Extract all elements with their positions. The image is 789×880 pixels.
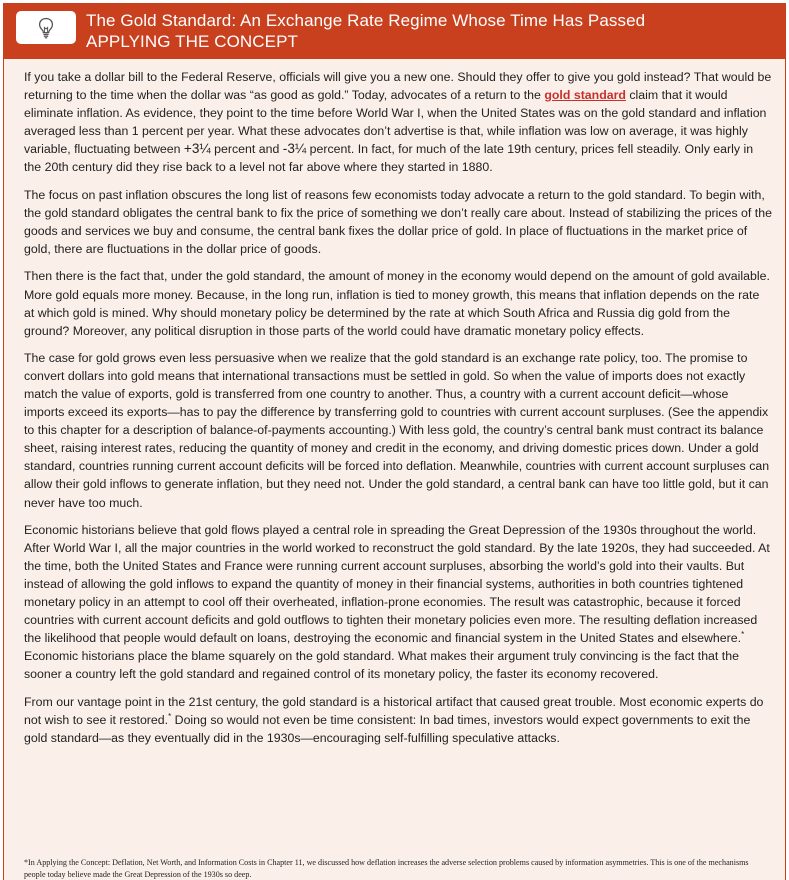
lightbulb-badge	[16, 11, 76, 44]
footnote: *In Applying the Concept: Deflation, Net Worth, and Information Costs in Chapter 11, we discussed how deflation increases the adverse selection problems caused by information asymmetries. This is one of the mechanisms people today believe made the Great Depression of the 1930s so deep.	[24, 858, 749, 879]
paragraph-1	[24, 68, 772, 176]
paragraph-3: Then there is the fact that, under the gold standard, the amount of money in the economy would depend on the amount of gold available. More gold equals more money. Because, in the long run, inflation is tied to money growth, this means that inflation depends on the rate at which gold is mined. Why should monetary policy be determined by the rate at which South Africa and Russia dig gold from the ground? Moreover, any political disruption in those parts of the world could have dramatic monetary policy effects.	[24, 269, 770, 338]
feature-label: APPLYING THE CONCEPT	[86, 32, 299, 51]
paragraph-5	[24, 521, 772, 683]
paragraph-1-text-b: claim that it would eliminate inflation. As evidence, they point to the time before World War I, when the United States was on the gold standard and inflation averaged less than 1 percent per year. What these advocates don’t advertise is that, while inflation was low on average, it was highly variable, fluctuating between	[24, 88, 767, 157]
paragraph-1-text-a: If you take a dollar bill to the Federal Reserve, officials will give you a new one. Should they offer to give you gold instead? That would be returning to the time when the dollar was “as good as gold.” Today, advocates of a return to the	[24, 70, 772, 103]
box-title	[86, 10, 645, 52]
paragraph-5-text-a: Economic historians believe that gold flows played a central role in spreading the Great Depression of the 1930s throughout the world. After World War I, all the major countries in the world worked to reconstruct the gold standard. By the late 1920s, they had succeeded. At the time, both the United States and France were running current account surpluses, absorbing the world’s gold into their vaults. But instead of allowing the gold inflows to expand the quantity of money in their financial systems, authorities in both countries tightened monetary policy in an attempt to cool off their overheated, inflation-prone economies. The result was catastrophic, because it forced countries with current account deficits and gold outflows to tighten their monetary policies even more. The resulting deflation increased the likelihood that people would default on loans, destroying the economic and financial system in the United States and elsewhere.	[24, 523, 770, 646]
inflation-high-value: +3¼	[183, 141, 211, 157]
lightbulb-icon	[38, 17, 54, 39]
footnote-marker: *	[741, 630, 745, 640]
box-header	[4, 4, 785, 59]
article-body	[24, 68, 772, 747]
paragraph-1-text-c: percent and	[210, 142, 283, 157]
paragraph-1-text-d: percent. In fact, for much of the late 19th century, prices fell steadily. Only early in the 20th century did they rise back to a level not far above where they started in 1880.	[24, 142, 754, 175]
paragraph-6-text-b: Doing so would not even be time consistent: In bad times, investors would expect governments to exit the gold standard—as they eventually did in the 1930s—encouraging self-fulfilling speculative attacks.	[24, 713, 751, 746]
applying-the-concept-box	[3, 3, 786, 880]
paragraph-6-text-a: From our vantage point in the 21st century, the gold standard is a historical artifact that caused great trouble. Most economic experts do not wish to see it restored.	[24, 695, 764, 728]
gold-standard-link[interactable]: gold standard	[544, 88, 626, 103]
paragraph-6	[24, 693, 772, 747]
paragraph-2: The focus on past inflation obscures the long list of reasons few economists today advocate a return to the gold standard. To begin with, the gold standard obligates the central bank to fix the price of something we don’t really care about. Instead of stabilizing the prices of the goods and services we buy and consume, the central bank fixes the dollar price of gold. In place of fluctuations in the market price of gold, there are fluctuations in the dollar price of goods.	[24, 187, 772, 256]
inflation-low-value: -3¼	[282, 141, 307, 157]
paragraph-5-text-b: Economic historians place the blame squarely on the gold standard. What makes their argument truly convincing is the fact that the sooner a country left the gold standard and regained control of its monetary policy, the faster its economy recovered.	[24, 649, 739, 682]
paragraph-4: The case for gold grows even less persuasive when we realize that the gold standard is an exchange rate policy, too. The promise to convert dollars into gold means that international transactions must be settled in gold. So when the value of imports does not exactly match the value of exports, gold is transferred from one country to another. Thus, a country with a current account deficit—whose imports exceed its exports—has to pay the difference by transferring gold to countries with current account surpluses. (See the appendix to this chapter for a description of balance-of-payments accounting.) With less gold, the country’s central bank must contract its balance sheet, raising interest rates, reducing the quantity of money and credit in the economy, and driving domestic prices down. Under a gold standard, countries running current account deficits will be forced into deflation. Meanwhile, countries with current account surpluses can allow their gold inflows to generate inflation, but they need not. Under the gold standard, a central bank can have too little gold, but it can never have too much.	[24, 351, 770, 510]
footnote-marker: *	[168, 711, 172, 721]
feature-title: The Gold Standard: An Exchange Rate Regime Whose Time Has Passed	[86, 11, 646, 30]
